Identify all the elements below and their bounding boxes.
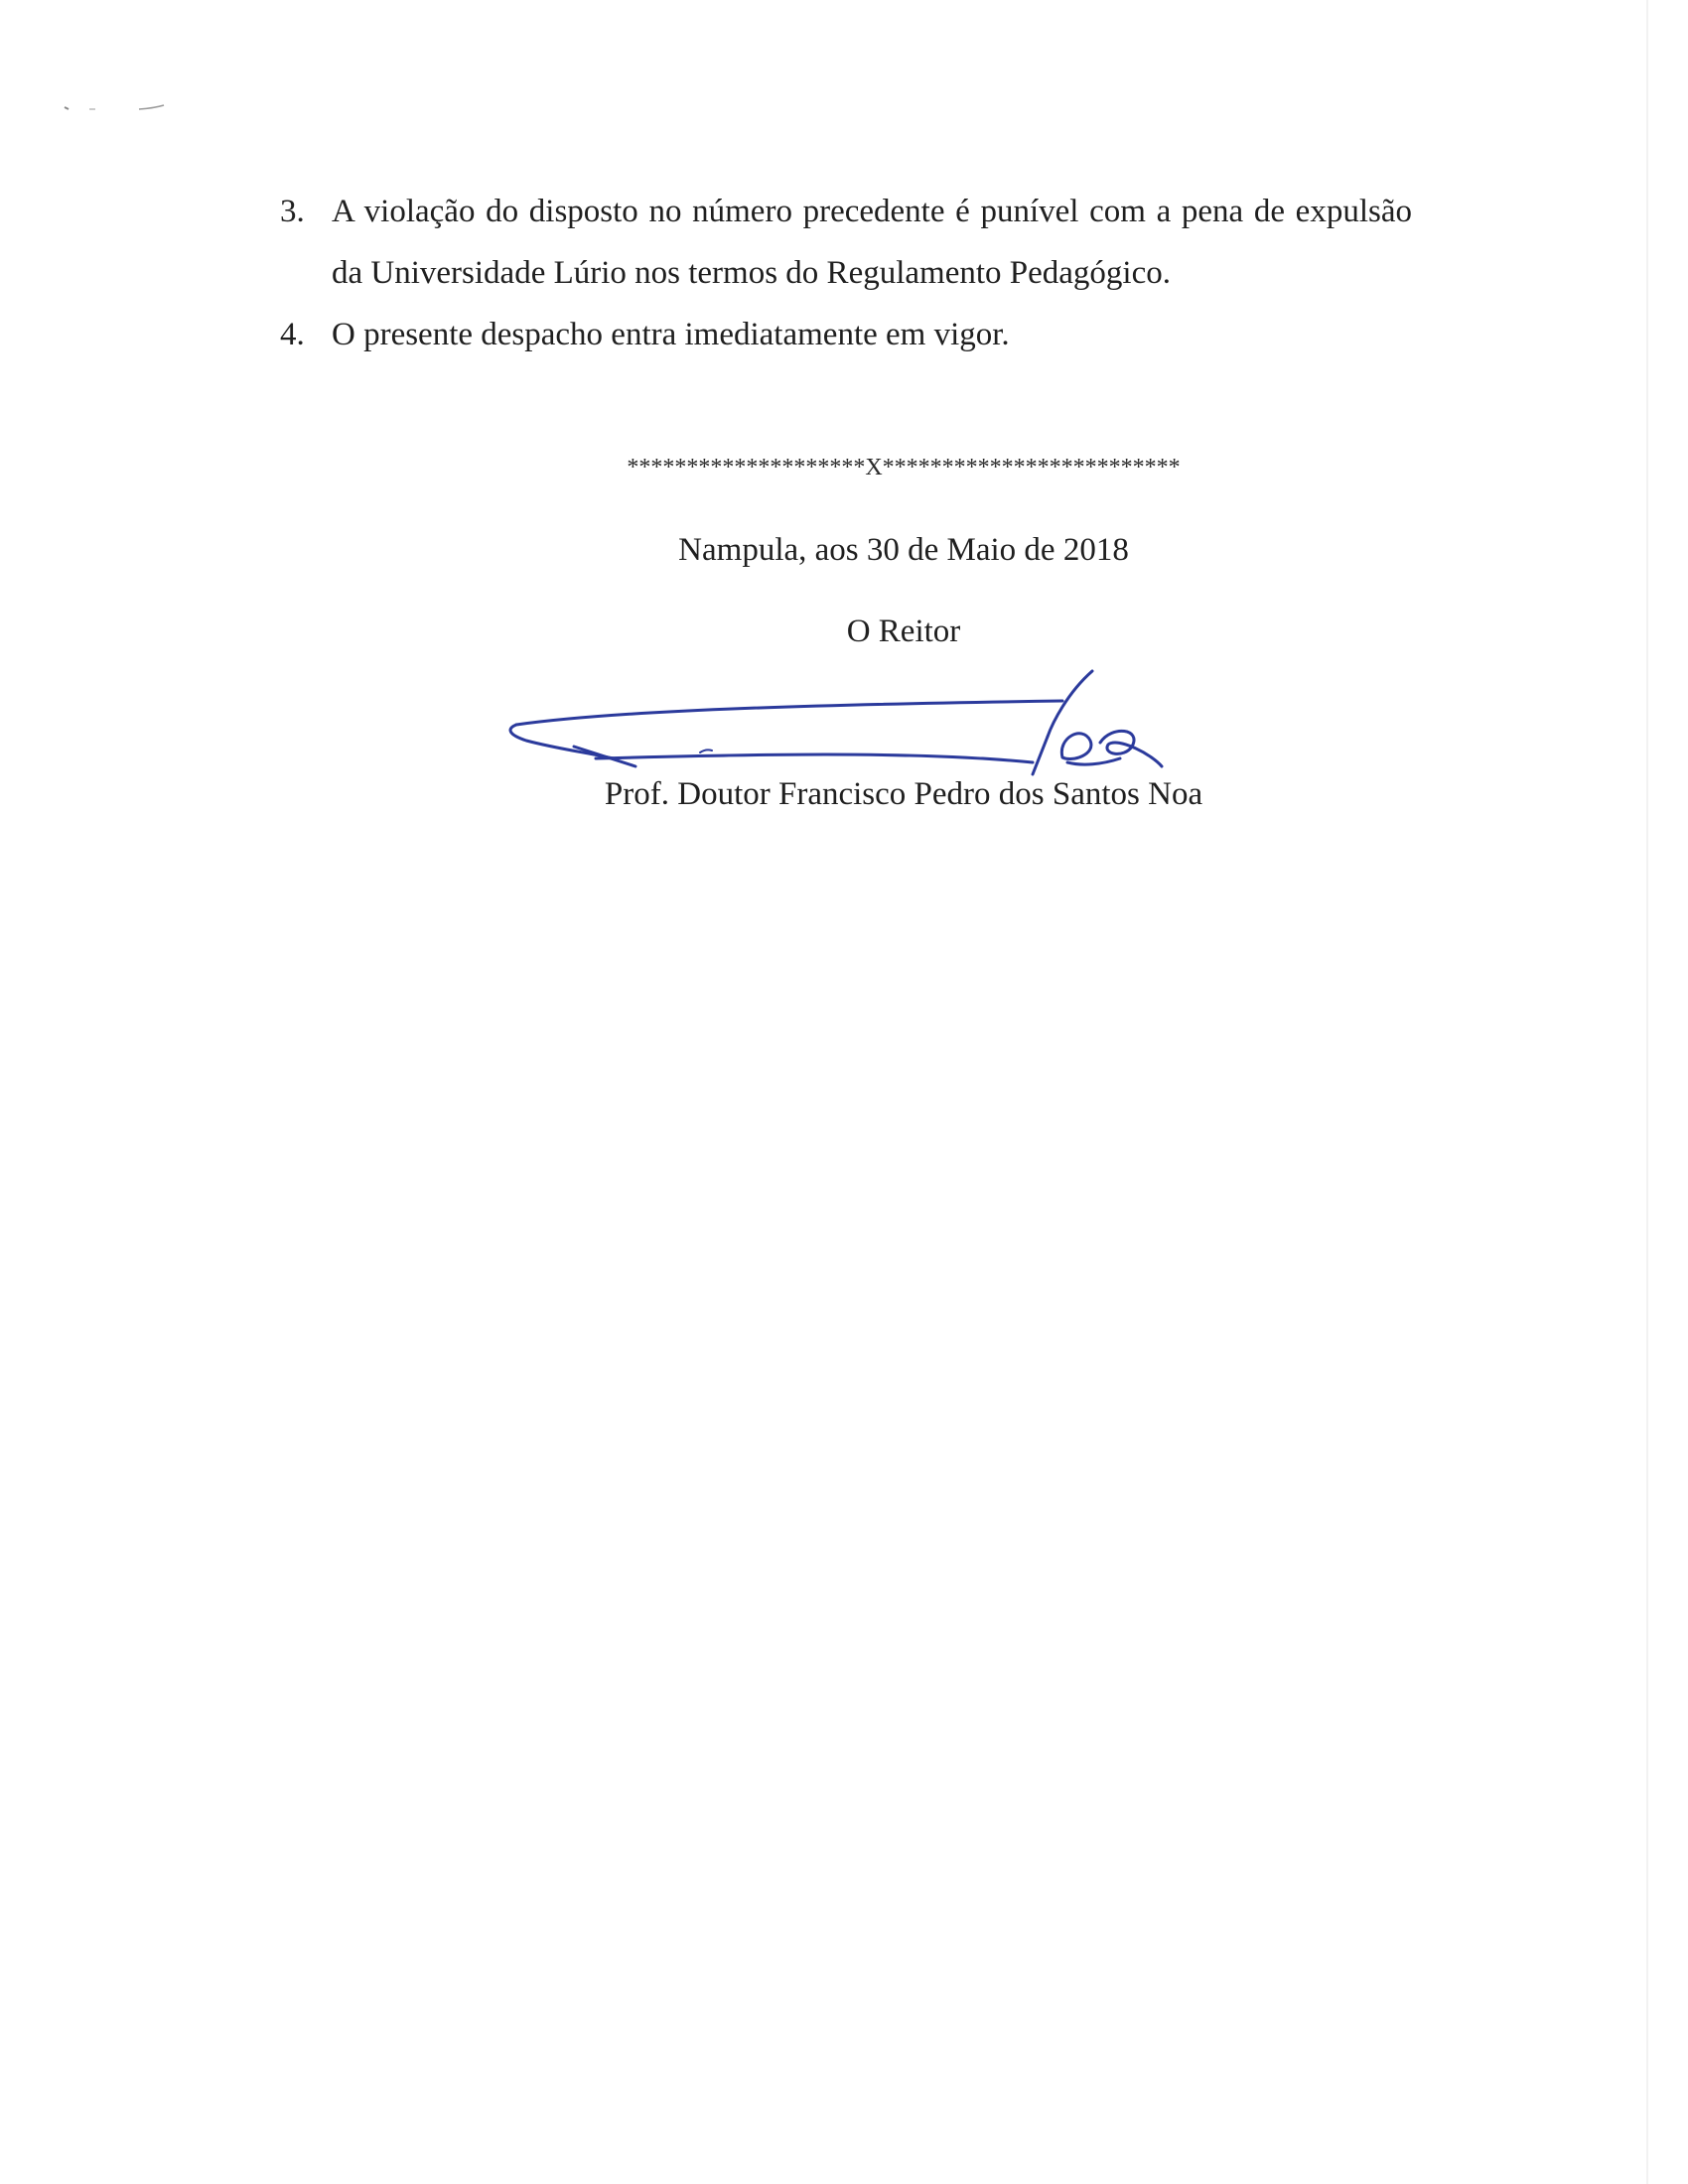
section-separator: ********************X************************* [627, 455, 1181, 480]
list-item [280, 181, 1412, 304]
scan-edge [1646, 0, 1648, 2184]
item-number: 3. [280, 194, 305, 229]
provisions-list [280, 181, 1412, 365]
signer-name: Prof. Doutor Francisco Pedro dos Santos Noa [604, 776, 1203, 812]
item-number: 4. [280, 317, 305, 352]
item-text: A violação do disposto no número precedente é punível com a pena de expulsão da Universidade Lúrio nos termos do Regulamento Pedagógico. [332, 194, 1412, 291]
item-text: O presente despacho entra imediatamente em vigor. [332, 317, 1010, 352]
signer-role: O Reitor [846, 614, 961, 649]
place-date: Nampula, aos 30 de Maio de 2018 [678, 532, 1129, 568]
signature-icon [496, 663, 1192, 792]
scan-mark-icon [60, 95, 169, 115]
list-item [280, 304, 1412, 365]
